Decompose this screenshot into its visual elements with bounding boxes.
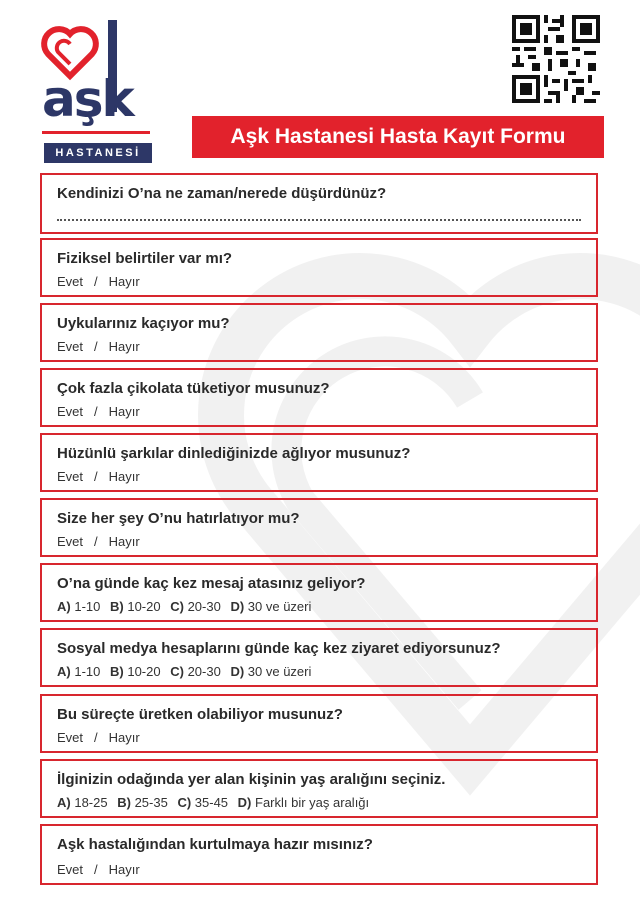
question-text: Hüzünlü şarkılar dinlediğinizde ağlıyor musunuz? xyxy=(57,445,411,462)
question-text: Size her şey O’nu hatırlatıyor mu? xyxy=(57,510,300,527)
qr-code-icon xyxy=(512,15,600,103)
question-text: O’na günde kaç kez mesaj atasınız geliyor? xyxy=(57,575,366,592)
option-d[interactable]: D) 30 ve üzeri xyxy=(230,664,312,679)
question-box xyxy=(40,173,598,234)
separator: / xyxy=(94,404,98,419)
separator: / xyxy=(94,469,98,484)
question-text: Aşk hastalığından kurtulmaya hazır mısınız? xyxy=(57,836,373,853)
question-text: Bu süreçte üretken olabiliyor musunuz? xyxy=(57,706,343,723)
option-yes[interactable]: Evet xyxy=(57,534,84,549)
option-yes[interactable]: Evet xyxy=(57,862,84,877)
question-text: Uykularınız kaçıyor mu? xyxy=(57,315,230,332)
option-c[interactable]: C) 20-30 xyxy=(170,599,221,614)
question-box xyxy=(40,759,598,818)
question-text: Çok fazla çikolata tüketiyor musunuz? xyxy=(57,380,330,397)
option-a[interactable]: A) 1-10 xyxy=(57,664,101,679)
separator: / xyxy=(94,730,98,745)
option-no[interactable]: Hayır xyxy=(108,404,140,419)
option-a[interactable]: A) 18-25 xyxy=(57,795,108,810)
option-yes[interactable]: Evet xyxy=(57,469,84,484)
option-yes[interactable]: Evet xyxy=(57,274,84,289)
question-box xyxy=(40,824,598,885)
option-no[interactable]: Hayır xyxy=(108,339,140,354)
question-box xyxy=(40,238,598,297)
option-d[interactable]: D) Farklı bir yaş aralığı xyxy=(237,795,370,810)
question-box xyxy=(40,303,598,362)
option-yes[interactable]: Evet xyxy=(57,730,84,745)
choice-options xyxy=(57,795,375,810)
question-text: Fiziksel belirtiler var mı? xyxy=(57,250,233,267)
question-box xyxy=(40,628,598,687)
yes-no-options xyxy=(57,404,140,419)
yes-no-options xyxy=(57,339,140,354)
yes-no-options xyxy=(57,274,140,289)
option-c[interactable]: C) 35-45 xyxy=(177,795,229,810)
question-text: İlginizin odağında yer alan kişinin yaş aralığını seçiniz. xyxy=(57,771,446,788)
option-a[interactable]: A) 1-10 xyxy=(57,599,101,614)
question-box xyxy=(40,563,598,622)
option-no[interactable]: Hayır xyxy=(108,274,140,289)
choice-options xyxy=(57,664,317,679)
yes-no-options xyxy=(57,862,140,877)
option-c[interactable]: C) 20-30 xyxy=(170,664,221,679)
option-b[interactable]: B) 10-20 xyxy=(110,599,161,614)
question-box xyxy=(40,368,598,427)
option-no[interactable]: Hayır xyxy=(108,469,140,484)
question-box xyxy=(40,694,598,753)
option-b[interactable]: B) 25-35 xyxy=(117,795,168,810)
option-no[interactable]: Hayır xyxy=(108,534,140,549)
option-d[interactable]: D) 30 ve üzeri xyxy=(230,599,312,614)
question-text: Sosyal medya hesaplarını günde kaç kez ziyaret ediyorsunuz? xyxy=(57,640,501,657)
separator: / xyxy=(94,339,98,354)
option-b[interactable]: B) 10-20 xyxy=(110,664,161,679)
yes-no-options xyxy=(57,534,140,549)
question-text: Kendinizi O’na ne zaman/nerede düşürdünüz? xyxy=(57,185,387,202)
question-box xyxy=(40,433,598,492)
yes-no-options xyxy=(57,730,140,745)
logo-subtitle: HASTANESİ xyxy=(44,143,152,163)
option-no[interactable]: Hayır xyxy=(108,730,140,745)
form-title: Aşk Hastanesi Hasta Kayıt Formu xyxy=(192,116,604,158)
option-yes[interactable]: Evet xyxy=(57,404,84,419)
option-no[interactable]: Hayır xyxy=(108,862,140,877)
yes-no-options xyxy=(57,469,140,484)
option-yes[interactable]: Evet xyxy=(57,339,84,354)
logo-word: aşk xyxy=(42,70,133,128)
separator: / xyxy=(94,274,98,289)
answer-line[interactable] xyxy=(57,218,581,221)
separator: / xyxy=(94,862,98,877)
question-box xyxy=(40,498,598,557)
separator: / xyxy=(94,534,98,549)
choice-options xyxy=(57,599,317,614)
